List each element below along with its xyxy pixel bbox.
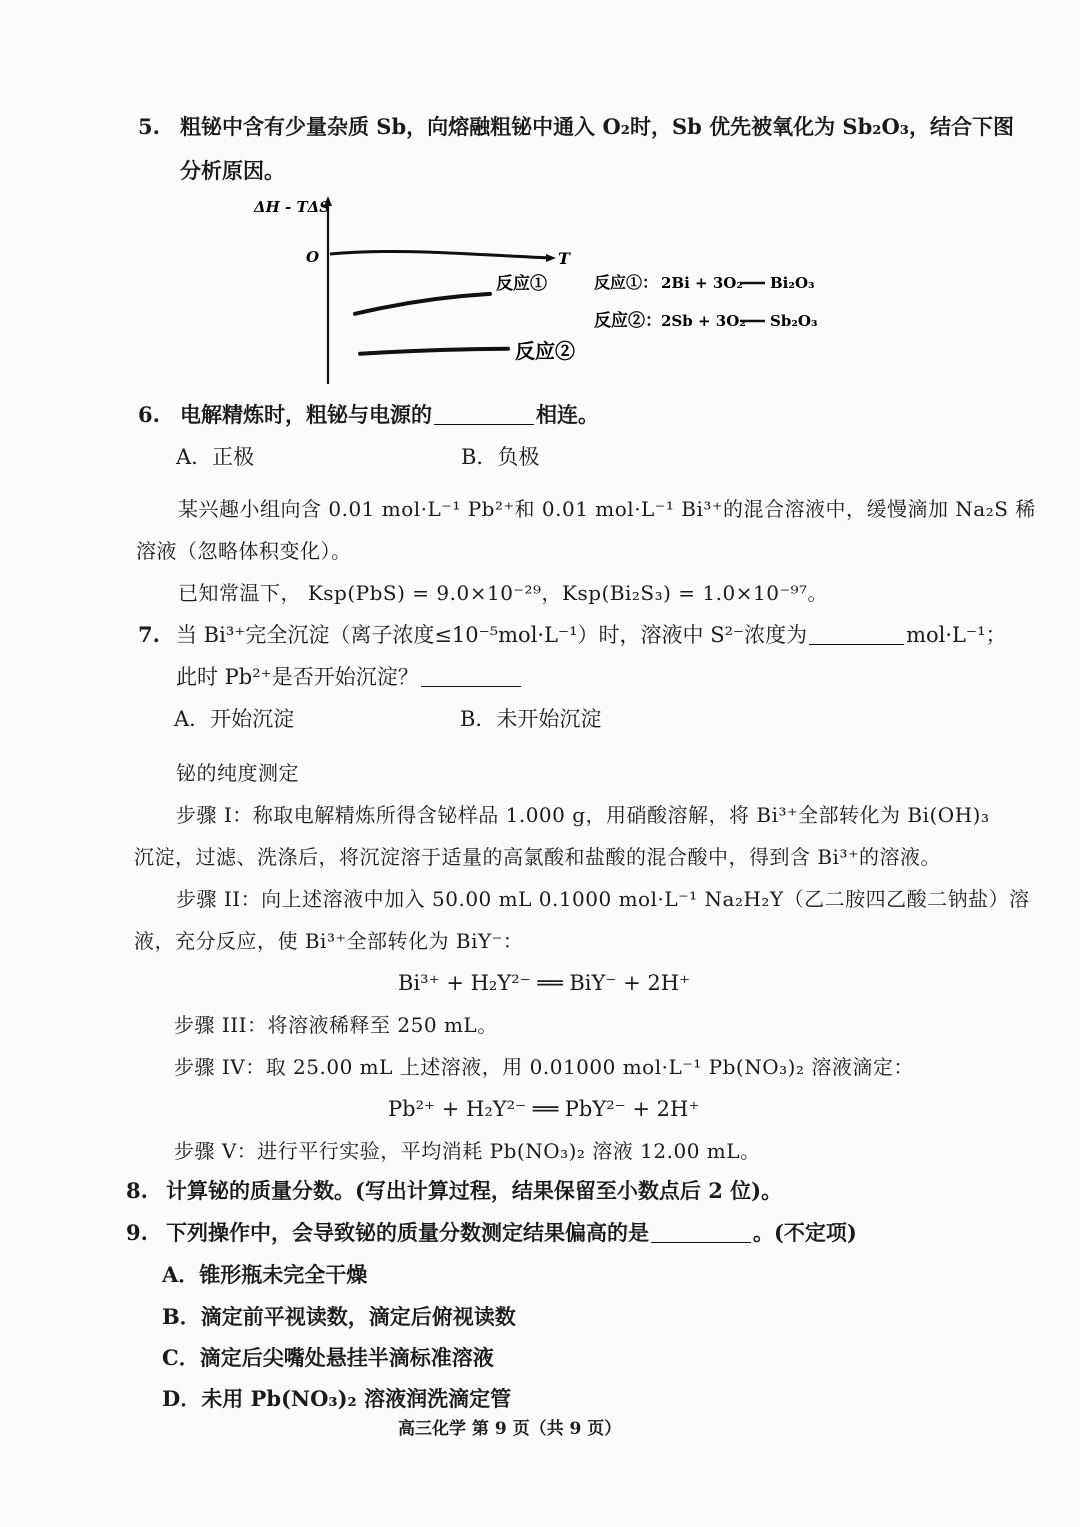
q6-text: [180, 400, 599, 430]
q6-number: 6.: [138, 402, 160, 427]
q9-option-a: A．锥形瓶未完全干燥: [162, 1262, 368, 1287]
legend-1-rhs: Bi₂O₃: [770, 274, 815, 292]
origin-label: O: [306, 248, 320, 266]
legend-1-lhs: 2Bi + 3O₂: [661, 274, 743, 292]
series-reaction-1: [355, 294, 490, 314]
q9-number: 9.: [126, 1220, 148, 1245]
equation-2: Pb²⁺ + H₂Y²⁻ ══ PbY²⁻ + 2H⁺: [388, 1097, 700, 1121]
q9-option-d: D．未用 Pb(NO₃)₂ 溶液润洗滴定管: [162, 1386, 512, 1411]
q9-text-before: 下列操作中，会导致铋的质量分数测定结果偏高的是: [166, 1220, 649, 1245]
step3: 步骤 III：将溶液稀释至 250 mL。: [174, 1013, 498, 1037]
step1-line2: 沉淀，过滤、洗涤后，将沉淀溶于适量的高氯酸和盐酸的混合酸中，得到含 Bi³⁺的溶液。: [134, 845, 942, 869]
legend-2-label: 反应②：: [594, 311, 662, 331]
q8-text: 计算铋的质量分数。(写出计算过程，结果保留至小数点后 2 位)。: [166, 1178, 783, 1203]
step4: 步骤 IV：取 25.00 mL 上述溶液，用 0.01000 mol·L⁻¹ Pb(NO₃)₂ 溶液滴定：: [174, 1055, 914, 1079]
q5-number: 5.: [138, 114, 160, 139]
page-footer: 高三化学 第 9 页（共 9 页）: [398, 1419, 622, 1439]
q7-option-a: A．开始沉淀: [174, 707, 295, 731]
y-axis-label: ΔH - TΔS: [254, 198, 331, 216]
intro-line2: 溶液（忽略体积变化）。: [136, 539, 352, 563]
q6-option-b: B．负极: [461, 445, 540, 469]
equation-1: Bi³⁺ + H₂Y²⁻ ══ BiY⁻ + 2H⁺: [398, 971, 691, 995]
q9-option-b: B．滴定前平视读数，滴定后俯视读数: [162, 1304, 516, 1329]
q6-option-a: A．正极: [176, 445, 255, 469]
q5-text-line1: 粗铋中含有少量杂质 Sb，向熔融粗铋中通入 O₂时，Sb 优先被氧化为 Sb₂O₃，结合下图: [180, 114, 1014, 139]
legend-2-lhs: 2Sb + 3O₂: [661, 312, 746, 330]
x-axis-label: T: [558, 249, 570, 268]
q7-line2: [176, 662, 523, 692]
q6-text-after: 相连。: [536, 402, 599, 427]
series-2-label: 反应②: [515, 339, 575, 363]
legend-1-label: 反应①：: [594, 273, 659, 292]
q7-line1: [176, 620, 1007, 650]
step2-line1: 步骤 II：向上述溶液中加入 50.00 mL 0.1000 mol·L⁻¹ Na₂H₂Y（乙二胺四乙酸二钠盐）溶: [176, 887, 1030, 911]
q6-answer-blank[interactable]: [434, 404, 534, 425]
step5: 步骤 V：进行平行实验，平均消耗 Pb(NO₃)₂ 溶液 12.00 mL。: [174, 1139, 761, 1163]
intro-line3: 已知常温下， Ksp(PbS) = 9.0×10⁻²⁹，Ksp(Bi₂S₃) = 1.0×10⁻⁹⁷。: [178, 581, 829, 605]
intro-line1: 某兴趣小组向含 0.01 mol·L⁻¹ Pb²⁺和 0.01 mol·L⁻¹ Bi³⁺的混合溶液中，缓慢滴加 Na₂S 稀: [178, 497, 1036, 521]
legend-2-rhs: Sb₂O₃: [770, 312, 818, 330]
step1-line1: 步骤 I：称取电解精炼所得含铋样品 1.000 g，用硝酸溶解，将 Bi³⁺全部转化为 Bi(OH)₃: [176, 803, 990, 827]
series-reaction-2: [360, 349, 508, 354]
q7-line2-text: 此时 Pb²⁺是否开始沉淀？: [176, 665, 419, 689]
q7-number: 7.: [138, 622, 160, 647]
purity-heading: 铋的纯度测定: [176, 761, 299, 785]
q7-pb-blank[interactable]: [421, 666, 521, 687]
q9-text-after: 。(不定项): [753, 1220, 857, 1245]
q6-text-before: 电解精炼时，粗铋与电源的: [180, 402, 432, 427]
t-axis-arrow: [546, 254, 556, 262]
zero-line: [330, 251, 550, 258]
q7-line1-before: 当 Bi³⁺完全沉淀（离子浓度≤10⁻⁵mol·L⁻¹）时，溶液中 S²⁻浓度为: [176, 623, 808, 647]
q7-s2-blank[interactable]: [809, 624, 904, 645]
q9-text: [166, 1218, 857, 1248]
gibbs-energy-chart: [250, 192, 850, 387]
q9-answer-blank[interactable]: [651, 1222, 751, 1243]
q7-option-b: B．未开始沉淀: [460, 707, 602, 731]
step2-line2: 液，充分反应，使 Bi³⁺全部转化为 BiY⁻：: [134, 929, 524, 953]
q9-option-c: C．滴定后尖嘴处悬挂半滴标准溶液: [162, 1345, 494, 1370]
series-1-label: 反应①: [496, 274, 547, 294]
q5-text-line2: 分析原因。: [180, 158, 285, 183]
q8-number: 8.: [126, 1178, 148, 1203]
q7-line1-after: mol·L⁻¹；: [906, 623, 1007, 647]
